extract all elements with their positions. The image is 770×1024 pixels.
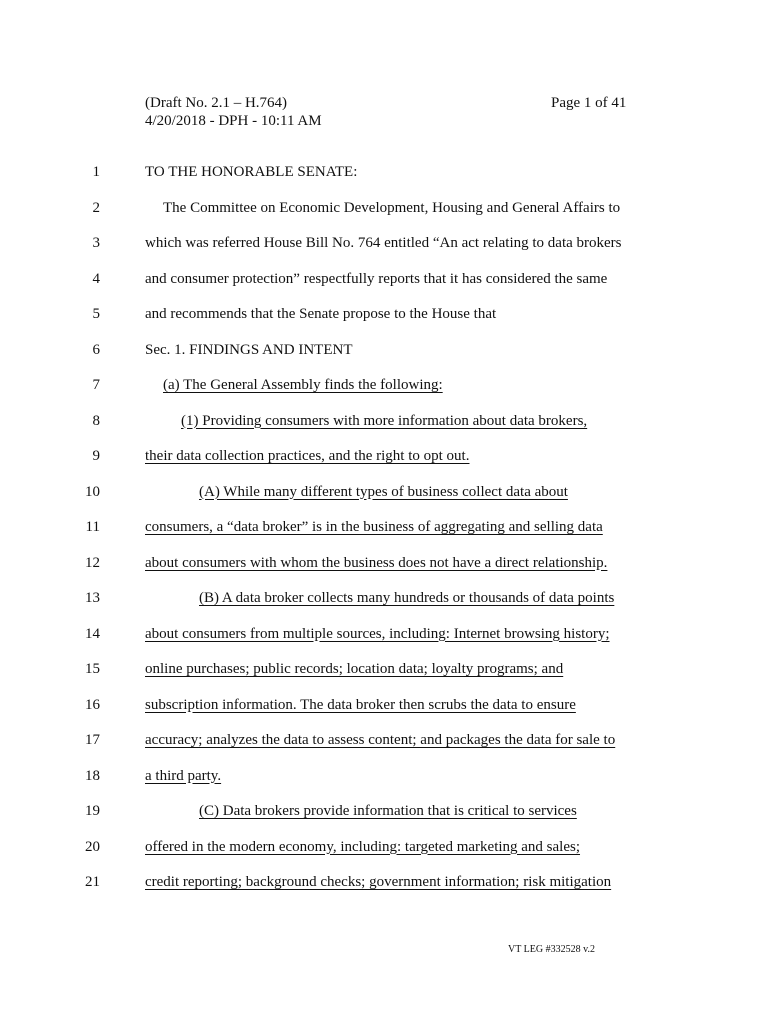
text-line <box>0 688 770 724</box>
line-text: accuracy; analyzes the data to assess content; and packages the data for sale to <box>145 732 616 748</box>
line-number: 17 <box>85 732 100 748</box>
line-text: their data collection practices, and the right to opt out. <box>145 448 470 464</box>
text-line <box>0 262 770 298</box>
line-number: 3 <box>92 235 100 251</box>
line-text: credit reporting; background checks; government information; risk mitigation <box>145 874 612 890</box>
line-number: 9 <box>92 448 100 464</box>
text-line <box>0 510 770 546</box>
line-text: and recommends that the Senate propose to the House that <box>145 306 497 322</box>
line-number: 11 <box>85 519 100 535</box>
line-text: a third party. <box>145 767 222 784</box>
line-number: 15 <box>85 661 100 677</box>
line-number: 5 <box>92 306 100 322</box>
text-line <box>0 475 770 511</box>
text-line <box>0 191 770 227</box>
line-number: 12 <box>85 554 100 571</box>
line-text: (A) While many different types of business collect data about <box>199 483 568 500</box>
text-line <box>0 830 770 866</box>
line-number: 18 <box>85 767 100 784</box>
line-number: 10 <box>85 483 100 500</box>
text-line <box>0 652 770 688</box>
line-text: (1) Providing consumers with more information about data brokers, <box>181 412 588 429</box>
line-text: subscription information. The data broker then scrubs the data to ensure <box>145 696 576 713</box>
text-line <box>0 439 770 475</box>
text-line <box>0 368 770 404</box>
line-text: offered in the modern economy, including: targeted marketing and sales; <box>145 838 581 855</box>
line-number: 16 <box>85 696 100 713</box>
line-text: Sec. 1. FINDINGS AND INTENT <box>145 341 353 358</box>
line-number: 8 <box>92 412 100 429</box>
line-text: online purchases; public records; location data; loyalty programs; and <box>145 661 564 677</box>
line-number: 6 <box>92 341 100 358</box>
line-number: 19 <box>85 803 100 819</box>
text-line <box>0 155 770 191</box>
line-text: and consumer protection” respectfully reports that it has considered the same <box>145 270 608 287</box>
line-number: 13 <box>85 590 100 606</box>
text-line <box>0 404 770 440</box>
line-text: (a) The General Assembly finds the following: <box>163 377 443 393</box>
line-number: 2 <box>92 199 100 216</box>
text-line <box>0 865 770 901</box>
text-line <box>0 581 770 617</box>
line-number: 7 <box>92 377 100 393</box>
text-line <box>0 226 770 262</box>
line-number: 21 <box>85 874 100 890</box>
line-number: 4 <box>92 270 100 287</box>
line-number: 20 <box>85 838 100 855</box>
line-text: TO THE HONORABLE SENATE: <box>145 164 358 180</box>
numbered-text-lines <box>0 155 770 901</box>
page-indicator: Page 1 of 41 <box>551 95 627 111</box>
line-text: (C) Data brokers provide information that is critical to services <box>199 803 577 819</box>
line-text: about consumers from multiple sources, including: Internet browsing history; <box>145 625 610 642</box>
draft-date-line: 4/20/2018 - DPH - 10:11 AM <box>145 113 322 129</box>
line-text: (B) A data broker collects many hundreds or thousands of data points <box>199 590 615 606</box>
text-line <box>0 617 770 653</box>
text-line <box>0 297 770 333</box>
line-text: consumers, a “data broker” is in the business of aggregating and selling data <box>145 519 603 535</box>
line-text: about consumers with whom the business does not have a direct relationship. <box>145 554 608 571</box>
document-footer-id: VT LEG #332528 v.2 <box>508 944 595 955</box>
line-text: which was referred House Bill No. 764 entitled “An act relating to data brokers <box>145 235 622 251</box>
line-text: The Committee on Economic Development, Housing and General Affairs to <box>163 199 621 216</box>
text-line <box>0 759 770 795</box>
text-line <box>0 333 770 369</box>
text-line <box>0 794 770 830</box>
line-number: 1 <box>92 164 100 180</box>
draft-number: (Draft No. 2.1 – H.764) <box>145 95 288 111</box>
text-line <box>0 723 770 759</box>
line-number: 14 <box>85 625 100 642</box>
text-line <box>0 546 770 582</box>
